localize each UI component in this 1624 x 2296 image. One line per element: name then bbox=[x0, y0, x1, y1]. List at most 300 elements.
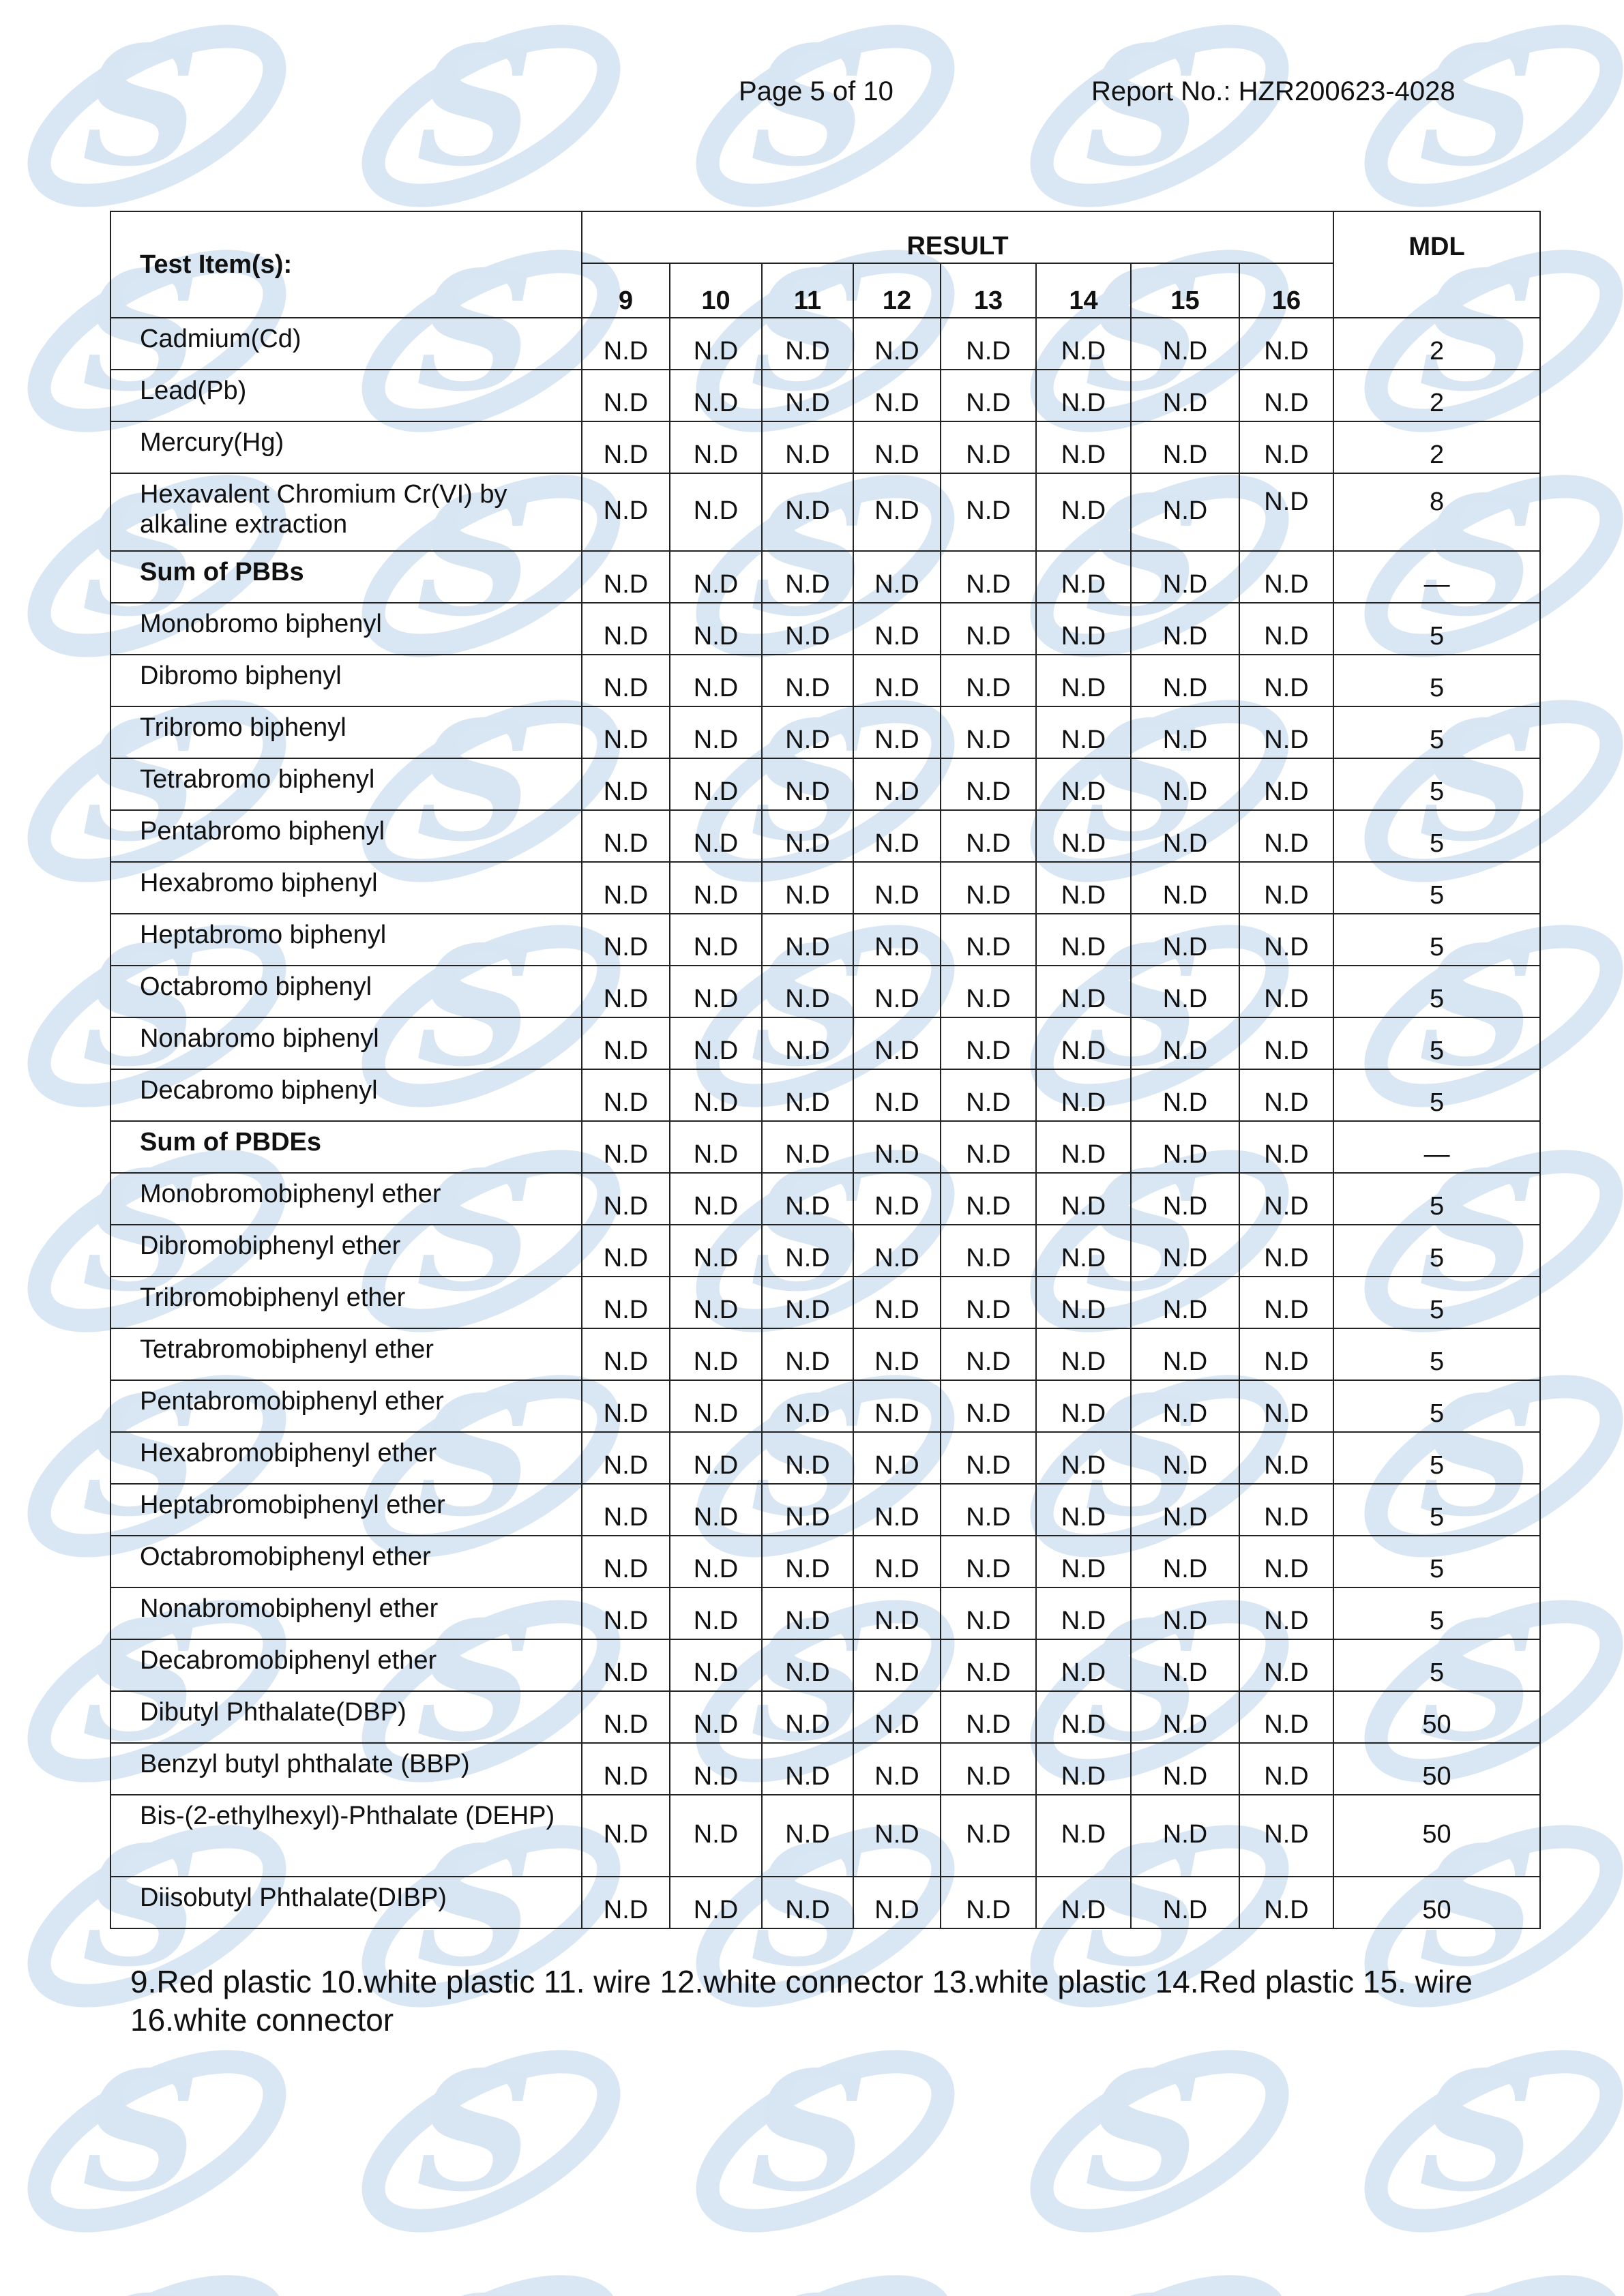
table-row bbox=[110, 1173, 1540, 1225]
result-cell: N.D bbox=[1239, 1277, 1333, 1328]
result-cell: N.D bbox=[853, 1743, 941, 1795]
result-cell: N.D bbox=[853, 1587, 941, 1639]
result-cell: N.D bbox=[582, 1691, 670, 1743]
mdl-cell: — bbox=[1333, 1121, 1540, 1173]
result-cell: N.D bbox=[762, 966, 853, 1017]
result-cell: N.D bbox=[670, 1121, 762, 1173]
result-cell: N.D bbox=[1131, 1743, 1239, 1795]
result-cell: N.D bbox=[1131, 1380, 1239, 1432]
result-cell: N.D bbox=[1036, 1639, 1131, 1691]
result-cell: N.D bbox=[670, 655, 762, 706]
result-cell: N.D bbox=[762, 810, 853, 862]
result-cell: N.D bbox=[853, 603, 941, 655]
sample-header: 16 bbox=[1239, 263, 1333, 318]
result-cell: N.D bbox=[1131, 1277, 1239, 1328]
result-cell: N.D bbox=[1239, 1121, 1333, 1173]
result-cell: N.D bbox=[941, 551, 1036, 603]
result-cell: N.D bbox=[762, 1017, 853, 1069]
result-cell: N.D bbox=[1239, 1017, 1333, 1069]
mdl-cell: 50 bbox=[1333, 1795, 1540, 1877]
mdl-cell: 5 bbox=[1333, 1484, 1540, 1536]
result-cell: N.D bbox=[762, 1328, 853, 1380]
test-item-name: Hexabromobiphenyl ether bbox=[110, 1432, 582, 1484]
result-cell: N.D bbox=[1036, 370, 1131, 421]
result-cell: N.D bbox=[670, 1277, 762, 1328]
test-item-name: Tetrabromo biphenyl bbox=[110, 758, 582, 810]
result-cell: N.D bbox=[1131, 473, 1239, 551]
result-cell: N.D bbox=[670, 1691, 762, 1743]
result-cell: N.D bbox=[941, 370, 1036, 421]
result-cell: N.D bbox=[582, 810, 670, 862]
result-cell: N.D bbox=[670, 1536, 762, 1587]
result-cell: N.D bbox=[762, 1432, 853, 1484]
table-row bbox=[110, 1121, 1540, 1173]
table-row bbox=[110, 318, 1540, 370]
test-item-name: Tribromobiphenyl ether bbox=[110, 1277, 582, 1328]
result-cell: N.D bbox=[1131, 914, 1239, 966]
test-item-name: Lead(Pb) bbox=[110, 370, 582, 421]
result-cell: N.D bbox=[1239, 370, 1333, 421]
result-cell: N.D bbox=[941, 1017, 1036, 1069]
result-cell: N.D bbox=[1131, 1328, 1239, 1380]
result-cell: N.D bbox=[1131, 370, 1239, 421]
test-item-name: Decabromobiphenyl ether bbox=[110, 1639, 582, 1691]
result-cell: N.D bbox=[762, 862, 853, 914]
result-cell: N.D bbox=[670, 1069, 762, 1121]
result-cell: N.D bbox=[941, 1277, 1036, 1328]
sample-header: 11 bbox=[762, 263, 853, 318]
test-item-name: Mercury(Hg) bbox=[110, 421, 582, 473]
result-cell: N.D bbox=[1036, 1017, 1131, 1069]
sample-header: 13 bbox=[941, 263, 1036, 318]
result-cell: N.D bbox=[582, 603, 670, 655]
result-cell: N.D bbox=[1131, 551, 1239, 603]
result-cell: N.D bbox=[1239, 1328, 1333, 1380]
test-item-name: Monobromo biphenyl bbox=[110, 603, 582, 655]
result-cell: N.D bbox=[670, 473, 762, 551]
result-cell: N.D bbox=[1131, 1536, 1239, 1587]
test-item-name: Dibromo biphenyl bbox=[110, 655, 582, 706]
mdl-cell: 5 bbox=[1333, 1069, 1540, 1121]
result-cell: N.D bbox=[1239, 473, 1333, 551]
result-cell: N.D bbox=[670, 370, 762, 421]
result-cell: N.D bbox=[853, 1639, 941, 1691]
table-row bbox=[110, 1795, 1540, 1877]
result-cell: N.D bbox=[762, 758, 853, 810]
result-cell: N.D bbox=[1036, 1432, 1131, 1484]
table-row bbox=[110, 1639, 1540, 1691]
result-cell: N.D bbox=[941, 914, 1036, 966]
result-cell: N.D bbox=[762, 473, 853, 551]
result-cell: N.D bbox=[582, 1173, 670, 1225]
result-cell: N.D bbox=[670, 966, 762, 1017]
result-cell: N.D bbox=[1239, 966, 1333, 1017]
result-cell: N.D bbox=[853, 706, 941, 758]
result-cell: N.D bbox=[853, 421, 941, 473]
result-cell: N.D bbox=[1036, 862, 1131, 914]
result-cell: N.D bbox=[1131, 966, 1239, 1017]
table-row bbox=[110, 914, 1540, 966]
test-item-name: Monobromobiphenyl ether bbox=[110, 1173, 582, 1225]
test-item-name: Sum of PBDEs bbox=[110, 1121, 582, 1173]
result-cell: N.D bbox=[941, 810, 1036, 862]
result-cell: N.D bbox=[941, 1328, 1036, 1380]
result-cell: N.D bbox=[853, 1069, 941, 1121]
mdl-cell: 50 bbox=[1333, 1691, 1540, 1743]
result-cell: N.D bbox=[853, 1017, 941, 1069]
test-item-name: Nonabromo biphenyl bbox=[110, 1017, 582, 1069]
result-cell: N.D bbox=[1131, 1691, 1239, 1743]
table-row bbox=[110, 473, 1540, 551]
table-row bbox=[110, 1380, 1540, 1432]
mdl-cell: — bbox=[1333, 551, 1540, 603]
result-cell: N.D bbox=[670, 1587, 762, 1639]
result-cell: N.D bbox=[1239, 1432, 1333, 1484]
result-cell: N.D bbox=[941, 1069, 1036, 1121]
result-cell: N.D bbox=[762, 1173, 853, 1225]
mdl-cell: 50 bbox=[1333, 1743, 1540, 1795]
test-item-name: Tetrabromobiphenyl ether bbox=[110, 1328, 582, 1380]
mdl-cell: 5 bbox=[1333, 914, 1540, 966]
result-cell: N.D bbox=[582, 914, 670, 966]
test-item-name: Decabromo biphenyl bbox=[110, 1069, 582, 1121]
result-cell: N.D bbox=[1131, 1069, 1239, 1121]
result-cell: N.D bbox=[670, 1877, 762, 1928]
result-cell: N.D bbox=[582, 706, 670, 758]
result-cell: N.D bbox=[1036, 1173, 1131, 1225]
result-cell: N.D bbox=[582, 1484, 670, 1536]
result-cell: N.D bbox=[853, 655, 941, 706]
mdl-cell: 5 bbox=[1333, 1277, 1540, 1328]
result-cell: N.D bbox=[1036, 810, 1131, 862]
result-cell: N.D bbox=[1131, 318, 1239, 370]
result-cell: N.D bbox=[582, 1121, 670, 1173]
result-cell: N.D bbox=[762, 706, 853, 758]
result-cell: N.D bbox=[941, 1587, 1036, 1639]
sample-header: 10 bbox=[670, 263, 762, 318]
table-row bbox=[110, 1277, 1540, 1328]
result-cell: N.D bbox=[1131, 1432, 1239, 1484]
test-item-name: Tribromo biphenyl bbox=[110, 706, 582, 758]
mdl-cell: 5 bbox=[1333, 706, 1540, 758]
result-cell: N.D bbox=[582, 1536, 670, 1587]
result-cell: N.D bbox=[582, 473, 670, 551]
result-cell: N.D bbox=[941, 1877, 1036, 1928]
result-cell: N.D bbox=[941, 862, 1036, 914]
result-cell: N.D bbox=[582, 758, 670, 810]
result-cell: N.D bbox=[1036, 1277, 1131, 1328]
result-cell: N.D bbox=[1036, 421, 1131, 473]
result-cell: N.D bbox=[582, 1587, 670, 1639]
result-cell: N.D bbox=[762, 421, 853, 473]
result-cell: N.D bbox=[1036, 706, 1131, 758]
result-cell: N.D bbox=[762, 1225, 853, 1277]
table-row bbox=[110, 603, 1540, 655]
result-cell: N.D bbox=[670, 810, 762, 862]
result-cell: N.D bbox=[762, 1691, 853, 1743]
result-cell: N.D bbox=[582, 1380, 670, 1432]
result-cell: N.D bbox=[670, 1173, 762, 1225]
result-cell: N.D bbox=[1239, 1691, 1333, 1743]
result-cell: N.D bbox=[853, 1877, 941, 1928]
result-cell: N.D bbox=[1036, 1587, 1131, 1639]
result-cell: N.D bbox=[582, 1277, 670, 1328]
result-cell: N.D bbox=[762, 914, 853, 966]
test-item-name: Heptabromobiphenyl ether bbox=[110, 1484, 582, 1536]
result-cell: N.D bbox=[1036, 1328, 1131, 1380]
test-results-table bbox=[110, 211, 1541, 1929]
test-item-header: Test Item(s): bbox=[110, 211, 582, 318]
test-item-name: Hexavalent Chromium Cr(VI) by alkaline extraction bbox=[110, 473, 582, 551]
result-cell: N.D bbox=[582, 1743, 670, 1795]
mdl-cell: 5 bbox=[1333, 655, 1540, 706]
table-row bbox=[110, 1484, 1540, 1536]
table-row bbox=[110, 810, 1540, 862]
result-cell: N.D bbox=[762, 551, 853, 603]
mdl-cell: 5 bbox=[1333, 1380, 1540, 1432]
result-cell: N.D bbox=[853, 318, 941, 370]
mdl-header: MDL bbox=[1333, 211, 1540, 318]
result-cell: N.D bbox=[582, 1017, 670, 1069]
result-cell: N.D bbox=[582, 1877, 670, 1928]
result-cell: N.D bbox=[582, 966, 670, 1017]
mdl-cell: 5 bbox=[1333, 1017, 1540, 1069]
result-cell: N.D bbox=[941, 758, 1036, 810]
result-cell: N.D bbox=[941, 1432, 1036, 1484]
page-number: Page 5 of 10 bbox=[739, 76, 894, 106]
result-cell: N.D bbox=[762, 1639, 853, 1691]
result-cell: N.D bbox=[582, 1328, 670, 1380]
result-cell: N.D bbox=[1131, 1639, 1239, 1691]
result-cell: N.D bbox=[762, 1795, 853, 1877]
table-row bbox=[110, 1587, 1540, 1639]
result-cell: N.D bbox=[853, 1328, 941, 1380]
mdl-cell: 5 bbox=[1333, 1173, 1540, 1225]
result-cell: N.D bbox=[582, 1795, 670, 1877]
test-item-name: Pentabromobiphenyl ether bbox=[110, 1380, 582, 1432]
result-cell: N.D bbox=[762, 1277, 853, 1328]
result-cell: N.D bbox=[853, 862, 941, 914]
result-cell: N.D bbox=[941, 318, 1036, 370]
result-cell: N.D bbox=[941, 1380, 1036, 1432]
result-cell: N.D bbox=[1239, 1484, 1333, 1536]
result-cell: N.D bbox=[1239, 421, 1333, 473]
result-cell: N.D bbox=[1036, 1121, 1131, 1173]
test-item-name: Octabromobiphenyl ether bbox=[110, 1536, 582, 1587]
result-cell: N.D bbox=[1239, 1795, 1333, 1877]
result-cell: N.D bbox=[853, 1225, 941, 1277]
result-cell: N.D bbox=[941, 655, 1036, 706]
result-cell: N.D bbox=[582, 1432, 670, 1484]
result-cell: N.D bbox=[1036, 1484, 1131, 1536]
result-cell: N.D bbox=[1036, 473, 1131, 551]
result-cell: N.D bbox=[941, 1225, 1036, 1277]
sample-header: 12 bbox=[853, 263, 941, 318]
result-cell: N.D bbox=[762, 1380, 853, 1432]
sample-header: 14 bbox=[1036, 263, 1131, 318]
table-row bbox=[110, 862, 1540, 914]
result-cell: N.D bbox=[1036, 1536, 1131, 1587]
result-cell: N.D bbox=[670, 1328, 762, 1380]
result-cell: N.D bbox=[1131, 1121, 1239, 1173]
result-cell: N.D bbox=[582, 551, 670, 603]
test-item-name: Benzyl butyl phthalate (BBP) bbox=[110, 1743, 582, 1795]
result-cell: N.D bbox=[1239, 1877, 1333, 1928]
sample-header: 9 bbox=[582, 263, 670, 318]
result-cell: N.D bbox=[853, 810, 941, 862]
result-cell: N.D bbox=[941, 706, 1036, 758]
table-row bbox=[110, 1743, 1540, 1795]
table-row bbox=[110, 758, 1540, 810]
result-header: RESULT bbox=[582, 211, 1333, 263]
result-cell: N.D bbox=[1239, 1743, 1333, 1795]
result-cell: N.D bbox=[1131, 603, 1239, 655]
result-cell: N.D bbox=[1239, 1587, 1333, 1639]
result-cell: N.D bbox=[762, 655, 853, 706]
result-cell: N.D bbox=[762, 603, 853, 655]
mdl-cell: 5 bbox=[1333, 758, 1540, 810]
mdl-cell: 5 bbox=[1333, 810, 1540, 862]
result-cell: N.D bbox=[1131, 706, 1239, 758]
result-cell: N.D bbox=[670, 1795, 762, 1877]
result-cell: N.D bbox=[941, 1484, 1036, 1536]
result-cell: N.D bbox=[941, 421, 1036, 473]
result-cell: N.D bbox=[1239, 1069, 1333, 1121]
result-cell: N.D bbox=[670, 1380, 762, 1432]
table-row bbox=[110, 1536, 1540, 1587]
result-cell: N.D bbox=[762, 1069, 853, 1121]
mdl-cell: 5 bbox=[1333, 1225, 1540, 1277]
result-cell: N.D bbox=[582, 370, 670, 421]
result-cell: N.D bbox=[762, 1121, 853, 1173]
sample-notes: 9.Red plastic 10.white plastic 11. wire 12.white connector 13.white plastic 14.Red plastic 15. wire 16.white connector bbox=[130, 1964, 1473, 2038]
result-cell: N.D bbox=[1131, 758, 1239, 810]
result-cell: N.D bbox=[1131, 1877, 1239, 1928]
result-cell: N.D bbox=[1239, 1380, 1333, 1432]
result-cell: N.D bbox=[1239, 655, 1333, 706]
mdl-cell: 2 bbox=[1333, 318, 1540, 370]
mdl-cell: 2 bbox=[1333, 370, 1540, 421]
result-cell: N.D bbox=[941, 473, 1036, 551]
result-cell: N.D bbox=[670, 706, 762, 758]
table-row bbox=[110, 1432, 1540, 1484]
result-cell: N.D bbox=[1036, 1795, 1131, 1877]
result-cell: N.D bbox=[1036, 966, 1131, 1017]
mdl-cell: 5 bbox=[1333, 862, 1540, 914]
result-cell: N.D bbox=[582, 318, 670, 370]
result-cell: N.D bbox=[853, 473, 941, 551]
result-cell: N.D bbox=[670, 318, 762, 370]
result-cell: N.D bbox=[670, 1432, 762, 1484]
test-item-name: Cadmium(Cd) bbox=[110, 318, 582, 370]
result-cell: N.D bbox=[1036, 1069, 1131, 1121]
result-cell: N.D bbox=[1239, 758, 1333, 810]
test-item-name: Dibutyl Phthalate(DBP) bbox=[110, 1691, 582, 1743]
result-cell: N.D bbox=[1131, 1484, 1239, 1536]
result-cell: N.D bbox=[1036, 758, 1131, 810]
test-item-name: Hexabromo biphenyl bbox=[110, 862, 582, 914]
result-cell: N.D bbox=[1036, 1743, 1131, 1795]
result-cell: N.D bbox=[853, 370, 941, 421]
result-cell: N.D bbox=[1131, 1017, 1239, 1069]
result-cell: N.D bbox=[853, 966, 941, 1017]
result-cell: N.D bbox=[1239, 603, 1333, 655]
result-cell: N.D bbox=[853, 1484, 941, 1536]
table-row bbox=[110, 551, 1540, 603]
result-cell: N.D bbox=[853, 1173, 941, 1225]
result-cell: N.D bbox=[1036, 551, 1131, 603]
result-cell: N.D bbox=[762, 1877, 853, 1928]
result-cell: N.D bbox=[941, 1743, 1036, 1795]
result-cell: N.D bbox=[670, 1225, 762, 1277]
result-cell: N.D bbox=[1036, 655, 1131, 706]
result-cell: N.D bbox=[670, 1017, 762, 1069]
mdl-cell: 5 bbox=[1333, 603, 1540, 655]
mdl-cell: 5 bbox=[1333, 1587, 1540, 1639]
mdl-cell: 2 bbox=[1333, 421, 1540, 473]
result-cell: N.D bbox=[1131, 862, 1239, 914]
result-cell: N.D bbox=[1131, 1587, 1239, 1639]
result-cell: N.D bbox=[670, 1639, 762, 1691]
mdl-cell: 8 bbox=[1333, 473, 1540, 551]
result-cell: N.D bbox=[853, 1691, 941, 1743]
test-item-name: Sum of PBBs bbox=[110, 551, 582, 603]
result-cell: N.D bbox=[1036, 914, 1131, 966]
result-cell: N.D bbox=[941, 1121, 1036, 1173]
result-cell: N.D bbox=[1036, 318, 1131, 370]
mdl-cell: 5 bbox=[1333, 1639, 1540, 1691]
result-cell: N.D bbox=[762, 370, 853, 421]
table-row bbox=[110, 706, 1540, 758]
result-cell: N.D bbox=[1131, 1795, 1239, 1877]
result-cell: N.D bbox=[1131, 1225, 1239, 1277]
result-cell: N.D bbox=[1036, 1225, 1131, 1277]
result-cell: N.D bbox=[670, 1484, 762, 1536]
test-item-name: Bis-(2-ethylhexyl)-Phthalate (DEHP) bbox=[110, 1795, 582, 1877]
test-item-name: Dibromobiphenyl ether bbox=[110, 1225, 582, 1277]
test-item-name: Heptabromo biphenyl bbox=[110, 914, 582, 966]
result-cell: N.D bbox=[1036, 1380, 1131, 1432]
mdl-cell: 50 bbox=[1333, 1877, 1540, 1928]
test-item-name: Octabromo biphenyl bbox=[110, 966, 582, 1017]
result-cell: N.D bbox=[1239, 1225, 1333, 1277]
result-cell: N.D bbox=[1131, 1173, 1239, 1225]
mdl-cell: 5 bbox=[1333, 1432, 1540, 1484]
result-cell: N.D bbox=[762, 1536, 853, 1587]
result-cell: N.D bbox=[1239, 1173, 1333, 1225]
result-cell: N.D bbox=[853, 1795, 941, 1877]
result-cell: N.D bbox=[1239, 1536, 1333, 1587]
test-item-name: Diisobutyl Phthalate(DIBP) bbox=[110, 1877, 582, 1928]
result-cell: N.D bbox=[941, 1795, 1036, 1877]
result-cell: N.D bbox=[1239, 551, 1333, 603]
table-row bbox=[110, 1328, 1540, 1380]
result-cell: N.D bbox=[762, 1743, 853, 1795]
result-cell: N.D bbox=[941, 1173, 1036, 1225]
result-cell: N.D bbox=[762, 318, 853, 370]
result-cell: N.D bbox=[582, 655, 670, 706]
result-cell: N.D bbox=[1131, 421, 1239, 473]
result-cell: N.D bbox=[670, 551, 762, 603]
table-row bbox=[110, 1017, 1540, 1069]
result-cell: N.D bbox=[853, 1432, 941, 1484]
result-cell: N.D bbox=[1239, 706, 1333, 758]
table-row bbox=[110, 1225, 1540, 1277]
result-cell: N.D bbox=[1239, 1639, 1333, 1691]
result-cell: N.D bbox=[1131, 810, 1239, 862]
table-row bbox=[110, 966, 1540, 1017]
result-cell: N.D bbox=[941, 1691, 1036, 1743]
